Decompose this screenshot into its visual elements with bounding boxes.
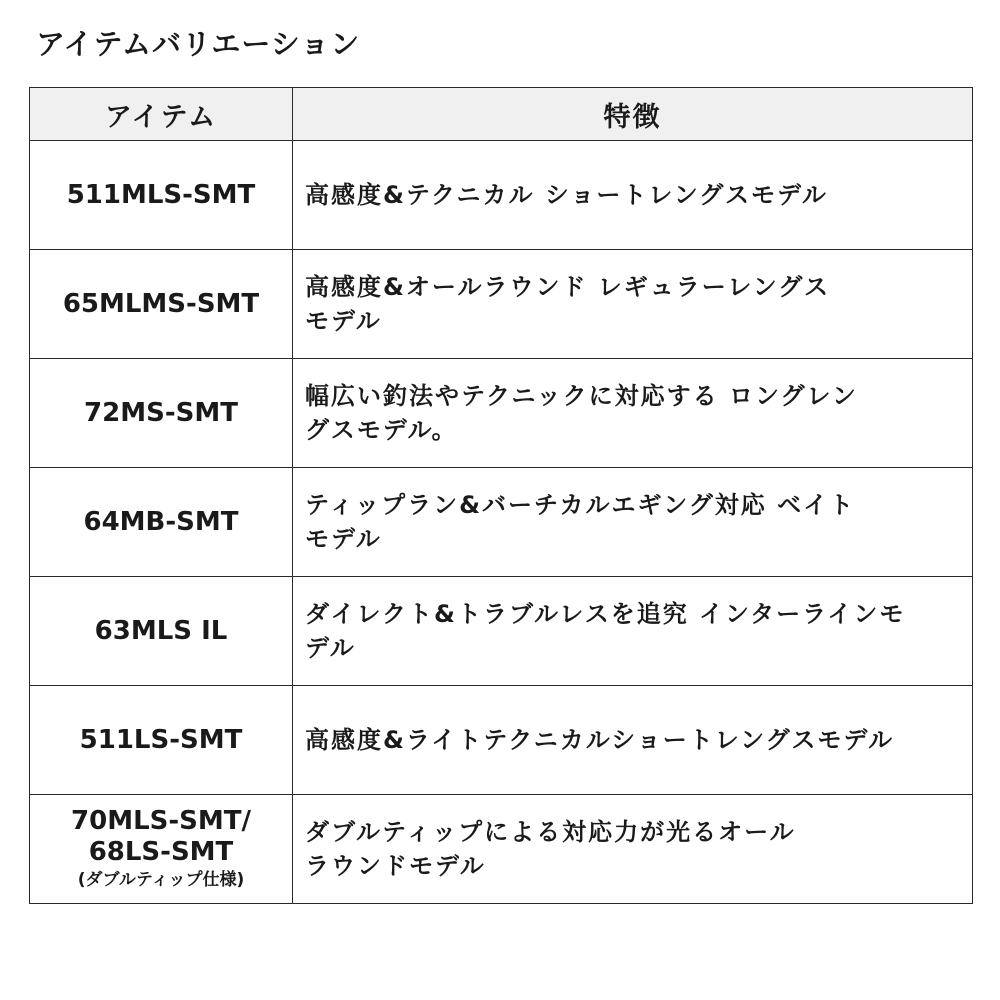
table-row — [30, 359, 973, 468]
item-name: 511LS-SMT — [79, 724, 243, 755]
feature-text-line: 高感度&オールラウンド レギュラーレングス — [305, 273, 831, 301]
table-row — [30, 795, 973, 904]
item-name-cell — [30, 577, 293, 686]
feature-cell — [293, 359, 973, 468]
item-name: 72MS-SMT — [84, 397, 238, 428]
feature-text-line: モデル — [305, 307, 382, 335]
item-name-cell — [30, 359, 293, 468]
table-header-row — [30, 88, 973, 141]
feature-cell — [293, 141, 973, 250]
header-feature: 特徴 — [293, 88, 973, 141]
item-name-line2: 68LS-SMT — [88, 837, 234, 867]
feature-text-line: ラウンドモデル — [305, 852, 486, 880]
item-name: 64MB-SMT — [83, 506, 239, 537]
item-name-cell — [30, 250, 293, 359]
feature-text-line: 幅広い釣法やテクニックに対応する ロングレン — [305, 382, 858, 410]
item-name: 65MLMS-SMT — [62, 288, 260, 319]
item-name-cell — [30, 686, 293, 795]
table-row — [30, 577, 973, 686]
feature-text-line: グスモデル。 — [305, 416, 458, 444]
item-name-cell — [30, 795, 293, 904]
feature-text-line: デル — [305, 634, 356, 662]
item-note: (ダブルティップ仕様) — [77, 870, 245, 890]
table-row — [30, 141, 973, 250]
item-name-cell — [30, 141, 293, 250]
feature-text-line: ティップラン&バーチカルエギング対応 ベイト — [305, 491, 856, 519]
item-name-cell — [30, 468, 293, 577]
table-row — [30, 686, 973, 795]
feature-cell — [293, 468, 973, 577]
page-title: アイテムバリエーション — [36, 27, 361, 61]
table-row — [30, 250, 973, 359]
feature-text-line: ダブルティップによる対応力が光るオール — [305, 818, 796, 846]
header-item: アイテム — [30, 88, 293, 141]
feature-text-line: モデル — [305, 525, 382, 553]
item-name: 63MLS IL — [94, 615, 228, 646]
feature-cell — [293, 577, 973, 686]
item-name: 511MLS-SMT — [66, 179, 256, 210]
feature-cell — [293, 686, 973, 795]
feature-text-line: 高感度&テクニカル ショートレングスモデル — [305, 181, 828, 209]
table-row — [30, 468, 973, 577]
item-name: 70MLS-SMT/ — [71, 806, 251, 836]
feature-text-line: 高感度&ライトテクニカルショートレングスモデル — [305, 726, 895, 754]
feature-text-line: ダイレクト&トラブルレスを追究 インターラインモ — [305, 600, 906, 628]
feature-cell — [293, 250, 973, 359]
feature-cell — [293, 795, 973, 904]
item-variation-table — [29, 87, 973, 904]
